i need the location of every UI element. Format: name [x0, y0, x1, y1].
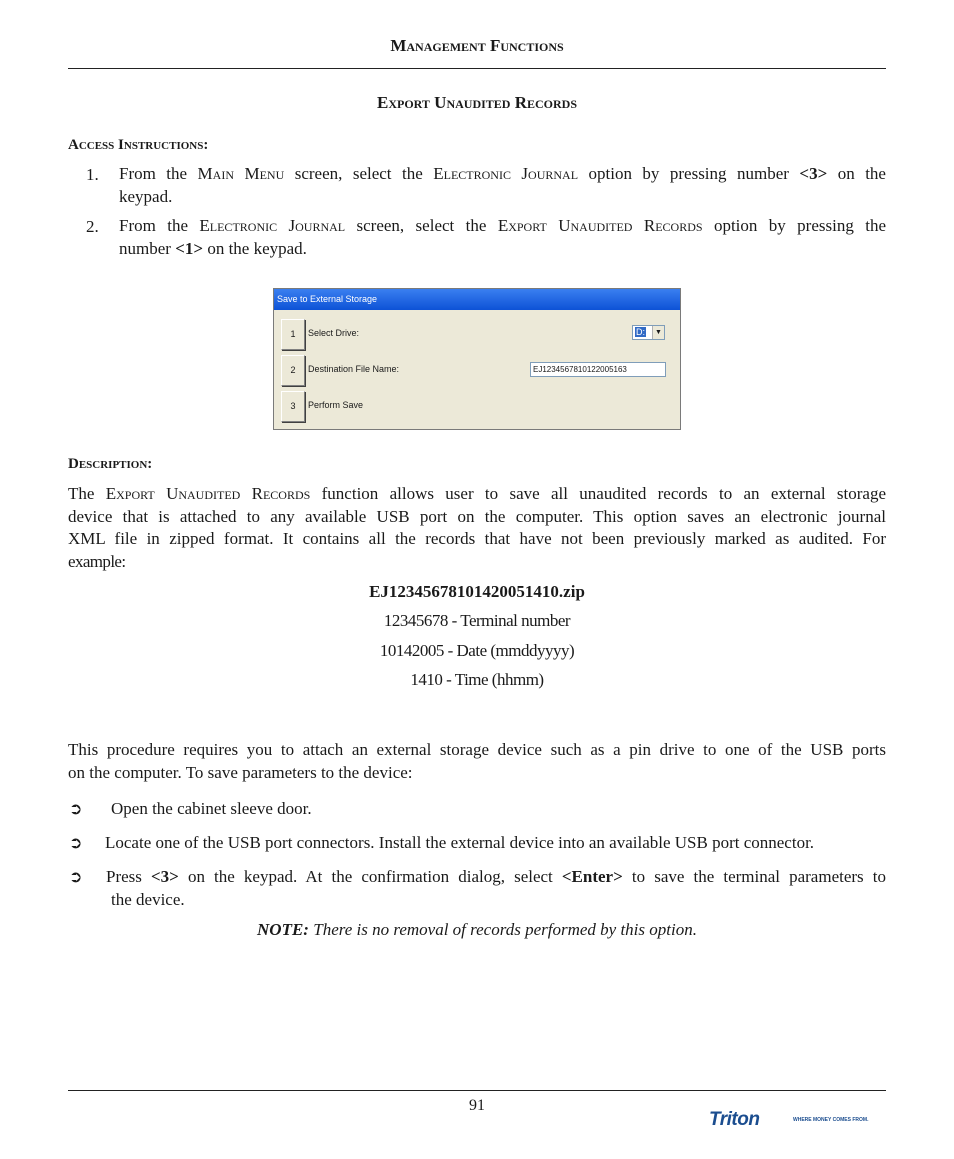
text: the device. — [111, 889, 185, 909]
perform-save-label: Perform Save — [308, 400, 364, 410]
filename-part-terminal: 12345678 - Terminal number — [383, 611, 571, 630]
text: device that is attached to any available USB port on the computer. This option saves an electronic journal — [68, 506, 886, 526]
footer-rule — [68, 1090, 886, 1091]
note-label: NOTE: — [257, 920, 309, 939]
text: screen, select the — [284, 164, 434, 183]
text: on the keypad. At the confirmation dialog, select — [178, 867, 562, 886]
note — [0, 920, 954, 940]
access-instructions-heading: Access Instructions: — [68, 137, 209, 153]
dialog-title-bar: Save to External Storage — [274, 289, 680, 310]
step-number: 1. — [86, 165, 99, 184]
note-text: There is no removal of records performed by this option. — [308, 920, 697, 939]
text: number — [119, 238, 176, 258]
text: on the — [827, 164, 886, 183]
destination-file-name-button[interactable]: 2 — [281, 355, 305, 386]
key-label: <3> — [150, 867, 179, 886]
function-name: Export Unaudited Records — [105, 484, 311, 503]
step-1-text — [119, 163, 886, 208]
text: From the — [119, 164, 198, 183]
menu-name: Export Unaudited Records — [497, 216, 703, 235]
key-label: <1> — [175, 238, 204, 258]
filename-part-date: 10142005 - Date (mmddyyyy) — [379, 641, 575, 660]
triton-tagline: WHERE MONEY COMES FROM. — [793, 1117, 869, 1123]
procedure-paragraph — [68, 739, 886, 784]
text: on the computer. To save parameters to the device: — [68, 762, 413, 782]
text: option by pressing number — [578, 164, 800, 183]
text: XML file in zipped format. It contains all the records that have not been previously marked as audited. For — [68, 529, 886, 548]
arrow-bullet-icon: ➲ — [69, 867, 83, 886]
step-2-text — [119, 215, 886, 260]
bullet-3-text — [106, 866, 886, 911]
text: screen, select the — [345, 216, 498, 235]
filename-part-time: 1410 - Time (hhmm) — [410, 670, 544, 689]
text: option by pressing the — [702, 216, 886, 235]
save-to-external-storage-dialog — [273, 288, 681, 430]
text: to save the terminal parameters to — [622, 867, 886, 886]
key-label: <3> — [799, 164, 828, 183]
text: keypad. — [119, 186, 173, 206]
menu-name: Electronic Journal — [433, 164, 579, 183]
triton-logo-mark: Triton — [709, 1109, 760, 1130]
arrow-bullet-icon: ➲ — [69, 833, 83, 852]
bullet-2-text: Locate one of the USB port connectors. Install the external device into an available USB port connector. — [105, 833, 815, 852]
example-filename: EJ12345678101420051410.zip — [369, 582, 585, 601]
text: The — [68, 484, 106, 503]
text: function allows user to save all unaudited records to an external storage — [310, 484, 887, 503]
bullet-1-text: Open the cabinet sleeve door. — [111, 799, 312, 818]
header-rule — [68, 68, 886, 69]
drive-select[interactable] — [632, 325, 665, 340]
text: on the keypad. — [203, 238, 307, 258]
select-drive-label: Select Drive: — [308, 328, 360, 338]
drive-select-value: D: — [636, 327, 645, 337]
section-title: Export Unaudited Records — [377, 93, 577, 112]
text: Press — [106, 867, 151, 886]
description-heading: Description: — [68, 456, 153, 472]
menu-name: Electronic Journal — [199, 216, 346, 235]
perform-save-button[interactable]: 3 — [281, 391, 305, 422]
destination-file-name-label: Destination File Name: — [308, 364, 400, 374]
page-number: 91 — [469, 1097, 485, 1114]
step-number: 2. — [86, 217, 99, 236]
text: example: — [68, 551, 126, 571]
text: From the — [119, 216, 200, 235]
running-header: Management Functions — [390, 36, 564, 55]
arrow-bullet-icon: ➲ — [69, 799, 83, 818]
description-paragraph — [68, 483, 886, 573]
menu-name: Main Menu — [197, 164, 285, 183]
destination-file-name-input[interactable]: EJ1234567810122005163 — [530, 362, 666, 377]
text: This procedure requires you to attach an external storage device such as a pin drive to one of the USB ports — [68, 740, 886, 759]
chevron-down-icon[interactable]: ▼ — [652, 326, 664, 339]
select-drive-button[interactable]: 1 — [281, 319, 305, 350]
key-label: <Enter> — [561, 867, 623, 886]
